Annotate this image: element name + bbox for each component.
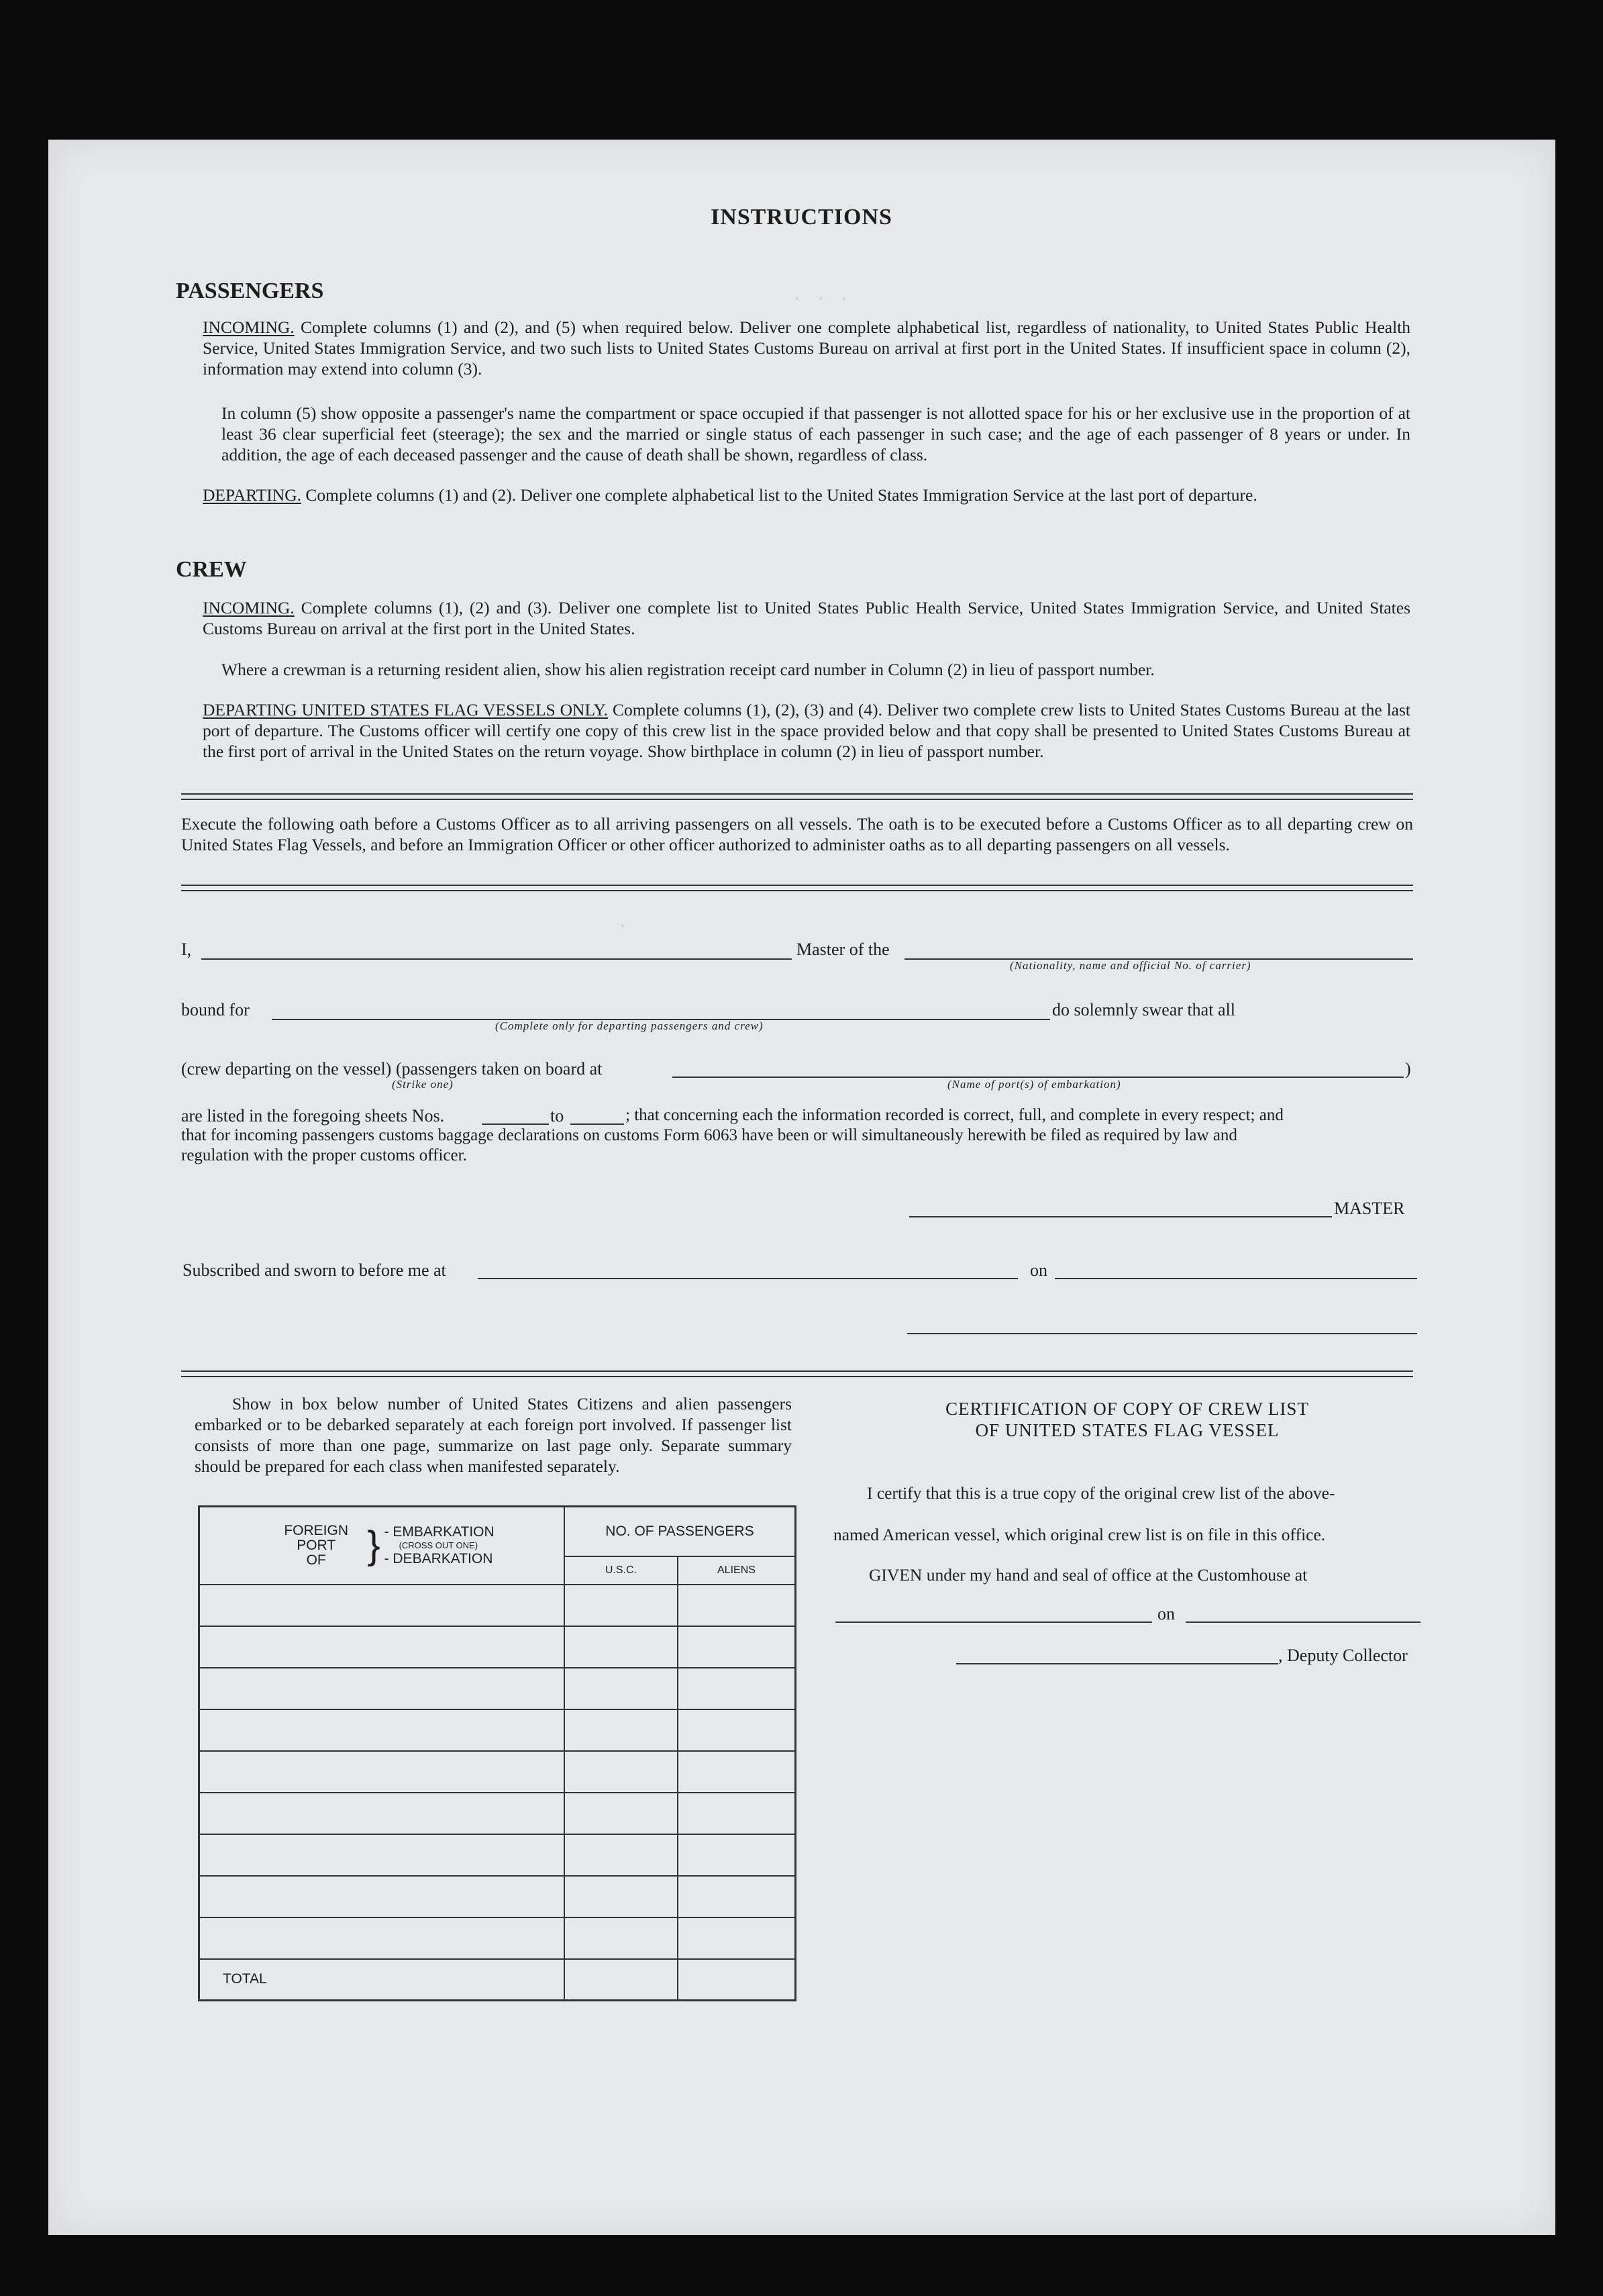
close-paren: )	[1405, 1059, 1411, 1079]
crew-departing-text: Complete columns (1), (2), (3) and (4). Deliver two complete crew lists to United States Customs Bureau at the last port of departure. The Customs officer will certify one copy of this crew list in the space provided below and that copy shall be presented to United States Customs Bureau at the first port of arrival in the United States on the return voyage. Show birthplace in column (2) in lieu of passport number.	[203, 700, 1410, 761]
usc-cell[interactable]	[564, 1751, 678, 1793]
strike-one-hint: (Strike one)	[392, 1078, 454, 1091]
oath-text-c: that for incoming passengers customs baggage declarations on customs Form 6063 have been or will simultaneously herewith be filed as required by law and	[181, 1126, 1237, 1144]
summary-instruction: Show in box below number of United States Citizens and alien passengers embarked or to be debarked separately at each foreign port involved. If passenger list consists of more than one page, summarize on last page only. Separate summary should be prepared for each class when manifested separately.	[195, 1394, 792, 1476]
aliens-cell[interactable]	[678, 1626, 796, 1668]
sheets-label: are listed in the foregoing sheets Nos.	[181, 1106, 445, 1126]
usc-cell[interactable]	[564, 1876, 678, 1917]
customhouse-field[interactable]	[835, 1621, 1152, 1623]
usc-cell[interactable]	[564, 1626, 678, 1668]
usc-header: U.S.C.	[564, 1556, 678, 1585]
aliens-cell[interactable]	[678, 1585, 796, 1626]
total-label: TOTAL	[223, 1971, 267, 1987]
port-cell[interactable]	[199, 1751, 564, 1793]
passengers-heading: PASSENGERS	[176, 279, 324, 303]
sworn-on-label: on	[1030, 1260, 1047, 1280]
port-cell[interactable]	[199, 1793, 564, 1834]
carrier-hint: (Nationality, name and official No. of carrier)	[1010, 959, 1251, 972]
of-label: OF	[306, 1552, 326, 1568]
section-divider	[181, 885, 1413, 891]
master-signature-field[interactable]	[909, 1216, 1332, 1217]
table-row	[199, 1876, 796, 1917]
port-cell[interactable]	[199, 1876, 564, 1917]
port-cell[interactable]	[199, 1626, 564, 1668]
table-row	[199, 1668, 796, 1709]
table-row	[199, 1709, 796, 1751]
aliens-cell[interactable]	[678, 1834, 796, 1876]
passengers-departing-text: Complete columns (1) and (2). Deliver one complete alphabetical list to the United States Immigration Service at the last port of departure.	[305, 485, 1257, 505]
cert-on-label: on	[1157, 1604, 1175, 1624]
usc-cell[interactable]	[564, 1668, 678, 1709]
section-divider	[181, 793, 1413, 800]
certify-text-1: I certify that this is a true copy of the original crew list of the above-	[867, 1483, 1335, 1503]
no-of-passengers-header: NO. OF PASSENGERS	[564, 1507, 796, 1556]
passengers-incoming-label: INCOMING.	[203, 317, 295, 337]
crew-resident: Where a crewman is a returning resident alien, show his alien registration receipt card number in Column (2) in lieu of passport number.	[221, 660, 1155, 679]
table-row	[199, 1834, 796, 1876]
brace-icon: }	[367, 1523, 380, 1567]
passengers-incoming-text: Complete columns (1) and (2), and (5) when required below. Deliver one complete alphabetical list, regardless of nationality, to United States Public Health Service, United States Immigration Service, and two such lists to United States Customs Bureau on arrival at first port in the United States. If insufficient space in column (2), information may extend into column (3).	[203, 317, 1411, 379]
passengers-departing	[203, 485, 1410, 505]
crew-departing	[203, 699, 1410, 762]
port-label: PORT	[297, 1537, 336, 1553]
crew-incoming-label: INCOMING.	[203, 598, 295, 617]
bound-for-label: bound for	[181, 1000, 250, 1019]
certification-heading-1: CERTIFICATION OF COPY OF CREW LIST	[945, 1399, 1309, 1419]
usc-total-cell[interactable]	[564, 1959, 678, 2001]
sworn-date-field[interactable]	[1055, 1278, 1417, 1279]
crew-incoming-text: Complete columns (1), (2) and (3). Deliver one complete list to United States Public Health Service, United States Immigration Service, and United States Customs Bureau on arrival at the first port in the United States.	[203, 598, 1411, 638]
table-row	[199, 1585, 796, 1626]
aliens-total-cell[interactable]	[678, 1959, 796, 2001]
bleed-through-text: · · ·	[792, 289, 851, 309]
usc-cell[interactable]	[564, 1793, 678, 1834]
crew-departing-label: DEPARTING UNITED STATES FLAG VESSELS ONLY.	[203, 700, 609, 719]
oath-text-b: ; that concerning each the information recorded is correct, full, and complete in every respect; and	[625, 1106, 1284, 1124]
usc-cell[interactable]	[564, 1917, 678, 1959]
aliens-header: ALIENS	[678, 1556, 796, 1585]
aliens-cell[interactable]	[678, 1709, 796, 1751]
sheets-to-field[interactable]	[570, 1124, 624, 1125]
bleed-through-text: ·	[617, 916, 629, 936]
usc-cell[interactable]	[564, 1585, 678, 1626]
master-of-the-label: Master of the	[796, 940, 890, 959]
port-cell[interactable]	[199, 1668, 564, 1709]
sheets-to-label: to	[550, 1106, 564, 1126]
embark-debark	[384, 1526, 495, 1566]
master-name-field[interactable]	[201, 958, 792, 960]
ports-hint: (Name of port(s) of embarkation)	[947, 1078, 1121, 1091]
given-text: GIVEN under my hand and seal of office at the Customhouse at	[869, 1565, 1308, 1585]
sworn-place-field[interactable]	[478, 1278, 1018, 1279]
aliens-cell[interactable]	[678, 1917, 796, 1959]
table-row	[199, 1751, 796, 1793]
deputy-signature-field[interactable]	[956, 1663, 1278, 1664]
passengers-column5: In column (5) show opposite a passenger's name the compartment or space occupied if that passenger is not allotted space for his or her exclusive use in the proportion of at least 36 clear superficial feet (steerage); the sex and the married or single status of each passenger in such case; and the age of each passenger of 8 years or under. In addition, the age of each deceased passenger and the cause of death shall be shown, regardless of class.	[221, 403, 1410, 464]
aliens-cell[interactable]	[678, 1668, 796, 1709]
oath-text-d: regulation with the proper customs officer.	[181, 1146, 467, 1164]
oath-instruction: Execute the following oath before a Customs Officer as to all arriving passengers on all vessels. The oath is to be executed before a Customs Officer as to all departing crew on United States Flag Vessels, and before an Immigration Officer or other officer authorized to administer oaths as to all departing passengers on all vessels.	[181, 814, 1413, 854]
port-cell[interactable]	[199, 1917, 564, 1959]
table-row	[199, 1793, 796, 1834]
cert-date-field[interactable]	[1186, 1621, 1420, 1623]
certification-heading-2: OF UNITED STATES FLAG VESSEL	[975, 1420, 1280, 1440]
table-row	[199, 1626, 796, 1668]
foreign-label: FOREIGN	[284, 1522, 349, 1538]
port-cell[interactable]	[199, 1834, 564, 1876]
total-row	[199, 1959, 796, 2001]
aliens-cell[interactable]	[678, 1793, 796, 1834]
aliens-cell[interactable]	[678, 1876, 796, 1917]
crew-incoming	[203, 597, 1410, 639]
port-cell[interactable]	[199, 1585, 564, 1626]
port-header-cell	[199, 1507, 564, 1585]
certify-text-2: named American vessel, which original crew list is on file in this office.	[833, 1525, 1326, 1544]
subscribed-label: Subscribed and sworn to before me at	[183, 1260, 446, 1280]
officer-signature-field[interactable]	[907, 1333, 1417, 1334]
bound-for-hint: (Complete only for departing passengers and crew)	[495, 1019, 764, 1032]
debarkation-label: - DEBARKATION	[384, 1550, 493, 1566]
cross-out-label: (CROSS OUT ONE)	[399, 1540, 478, 1550]
passengers-incoming	[203, 317, 1410, 379]
crew-heading: CREW	[176, 557, 247, 582]
sheets-from-field[interactable]	[482, 1124, 549, 1125]
total-label-cell	[199, 1959, 564, 2001]
port-cell[interactable]	[199, 1709, 564, 1751]
embarkation-label: - EMBARKATION	[384, 1524, 495, 1540]
passenger-summary-table	[198, 1505, 796, 2001]
oath-i-label: I,	[181, 940, 192, 959]
usc-cell[interactable]	[564, 1709, 678, 1751]
aliens-cell[interactable]	[678, 1751, 796, 1793]
usc-cell[interactable]	[564, 1834, 678, 1876]
crew-departing-label: (crew departing on the vessel) (passengers taken on board at	[181, 1059, 603, 1079]
passengers-departing-label: DEPARTING.	[203, 485, 301, 505]
foreign-port-of	[269, 1524, 363, 1568]
swear-label: do solemnly swear that all	[1052, 1000, 1235, 1019]
table-row	[199, 1917, 796, 1959]
page-title: INSTRUCTIONS	[711, 205, 892, 230]
section-divider	[181, 1370, 1413, 1377]
deputy-collector-label: , Deputy Collector	[1278, 1646, 1408, 1665]
master-signature-label: MASTER	[1334, 1199, 1405, 1218]
